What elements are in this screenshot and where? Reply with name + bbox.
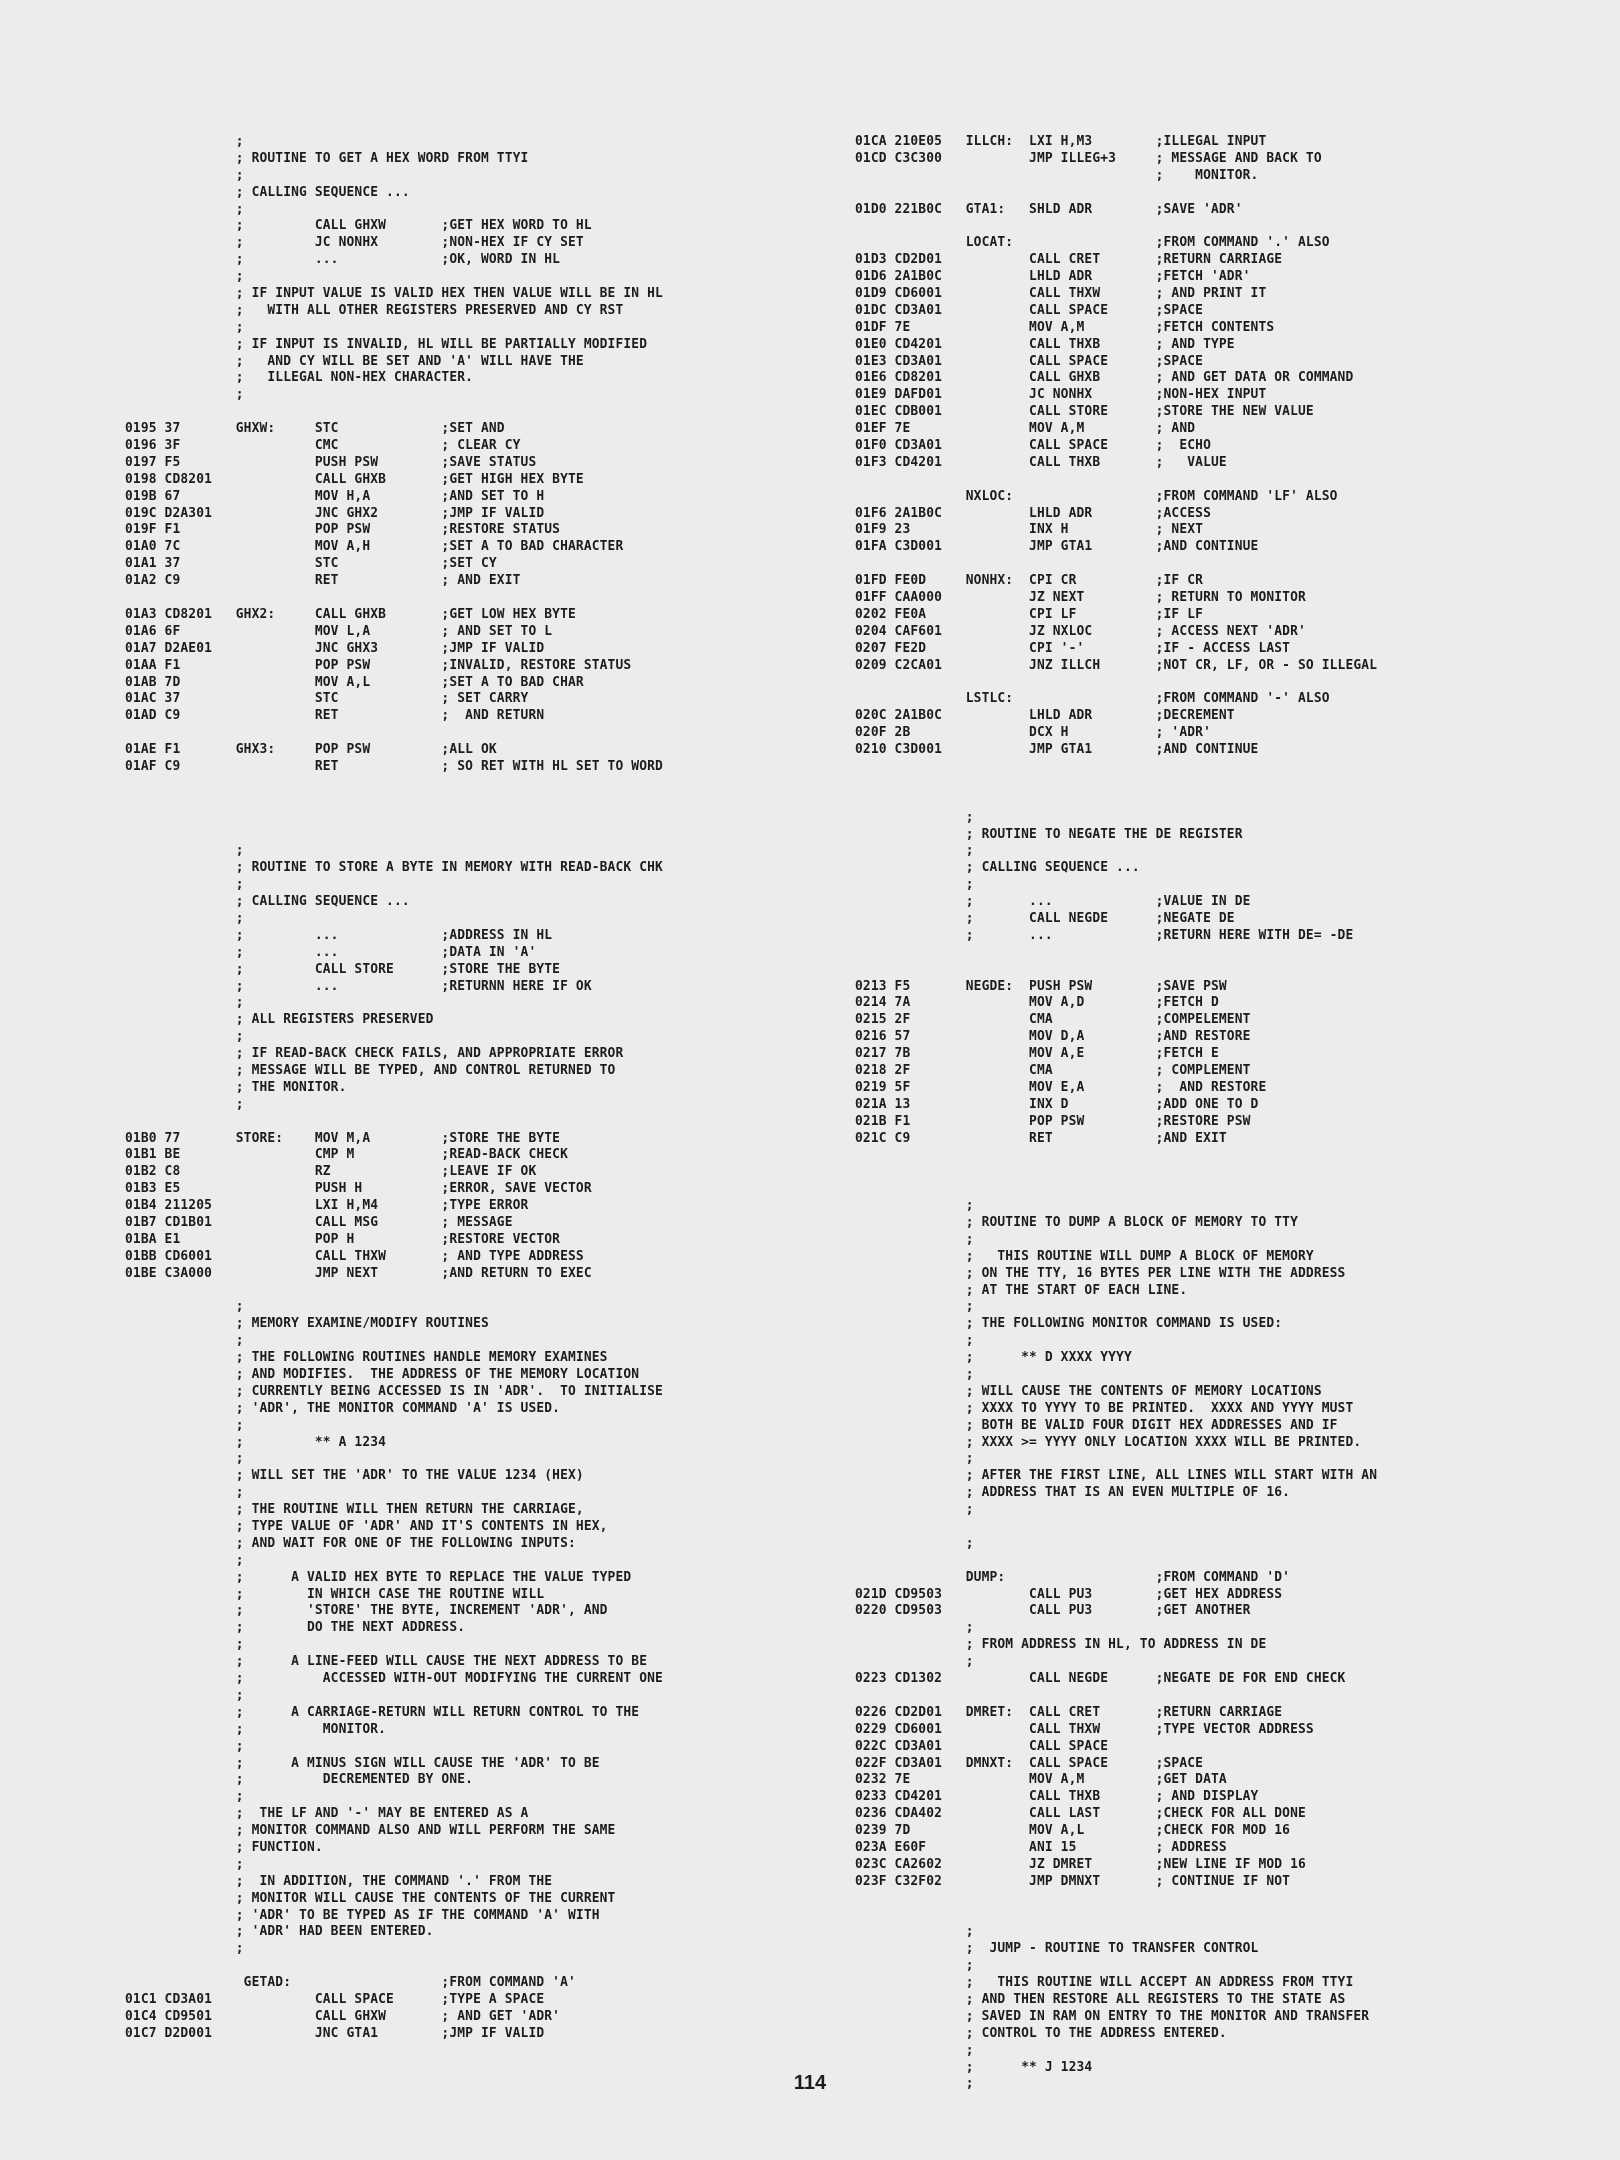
listing-line: 022F CD3A01 DMNXT: CALL SPACE ;SPACE [855,1755,1204,1771]
listing-line: 0202 FE0A CPI LF ;IF LF [855,606,1204,622]
listing-line: ; ** J 1234 [855,2059,1093,2075]
listing-line [125,404,663,421]
listing-line: 01E9 DAFD01 JC NONHX ;NON-HEX INPUT [855,387,1267,403]
listing-line: 01DF 7E MOV A,M ;FETCH CONTENTS [855,319,1275,335]
listing-line: 0195 37 GHXW: STC ;SET AND [125,421,505,437]
listing-line: ; IF INPUT IS INVALID, HL WILL BE PARTIALLY MODIFIED [125,336,648,352]
listing-line: ; THIS ROUTINE WILL ACCEPT AN ADDRESS FROM TTYI [855,1975,1354,1991]
listing-line: ; DO THE NEXT ADDRESS. [125,1620,466,1636]
listing-line: ; [855,809,974,825]
listing-line: 01AA F1 POP PSW ;INVALID, RESTORE STATUS [125,657,632,673]
listing-column-left [125,134,663,2043]
page-number: 114 [793,2072,827,2094]
listing-line: ; [855,1620,974,1636]
listing-line: ; FROM ADDRESS IN HL, TO ADDRESS IN DE [855,1637,1267,1653]
listing-line: LOCAT: ;FROM COMMAND '.' ALSO [855,235,1330,251]
listing-line: ; CALLING SEQUENCE ... [125,894,410,910]
listing-line: 01BE C3A000 JMP NEXT ;AND RETURN TO EXEC [125,1265,592,1281]
listing-line: 0229 CD6001 CALL THXW ;TYPE VECTOR ADDRESS [855,1721,1314,1737]
listing-line: ; SAVED IN RAM ON ENTRY TO THE MONITOR AND TRANSFER [855,2008,1370,2024]
listing-line: ; [125,843,244,859]
listing-line: 021A 13 INX D ;ADD ONE TO D [855,1096,1259,1112]
listing-line: ; 'ADR' HAD BEEN ENTERED. [125,1924,434,1940]
listing-line: ; [125,995,244,1011]
listing-line: ; AND WAIT FOR ONE OF THE FOLLOWING INPUTS: [125,1535,576,1551]
listing-line: ; [855,1502,974,1518]
listing-line: 0223 CD1302 CALL NEGDE ;NEGATE DE FOR END CHECK [855,1671,1346,1687]
listing-line: ; DECREMENTED BY ONE. [125,1772,474,1788]
listing-line: ; AND MODIFIES. THE ADDRESS OF THE MEMORY LOCATION [125,1367,640,1383]
listing-line: 01AB 7D MOV A,L ;SET A TO BAD CHAR [125,674,584,690]
listing-line: ; [855,1535,974,1551]
listing-line: 01FA C3D001 JMP GTA1 ;AND CONTINUE [855,539,1259,555]
listing-line: 023F C32F02 JMP DMNXT ; CONTINUE IF NOT [855,1873,1291,1889]
listing-line: ; [125,1637,244,1653]
listing-line: ; ... ;RETURN HERE WITH DE= -DE [855,927,1354,943]
listing-line: ; [125,1029,244,1045]
listing-line [125,810,663,827]
listing-line: 01F0 CD3A01 CALL SPACE ; ECHO [855,438,1211,454]
listing-line: 0236 CDA402 CALL LAST ;CHECK FOR ALL DONE [855,1806,1306,1822]
listing-line: ; [125,387,244,403]
listing-line: 01F3 CD4201 CALL THXB ; VALUE [855,454,1227,470]
listing-line: ; [125,1856,244,1872]
listing-line: ; [855,1958,974,1974]
listing-line: ; [125,319,244,335]
listing-line: ; FUNCTION. [125,1839,323,1855]
listing-line: ; THIS ROUTINE WILL DUMP A BLOCK OF MEMORY [855,1248,1314,1264]
listing-line: ; IF READ-BACK CHECK FAILS, AND APPROPRIATE ERROR [125,1046,624,1062]
listing-line: ; [125,1941,244,1957]
listing-line: ; A LINE-FEED WILL CAUSE THE NEXT ADDRESS TO BE [125,1654,648,1670]
listing-line [855,962,1377,979]
listing-line: 01A6 6F MOV L,A ; AND SET TO L [125,623,553,639]
listing-line: ; [125,1299,244,1315]
listing-line: ; IN ADDITION, THE COMMAND '.' FROM THE [125,1873,553,1889]
listing-line: 0232 7E MOV A,M ;GET DATA [855,1772,1227,1788]
listing-line: 01A2 C9 RET ; AND EXIT [125,573,521,589]
listing-line [125,725,663,742]
listing-line: 020F 2B DCX H ; 'ADR' [855,725,1211,741]
listing-line: ; [125,201,244,217]
listing-line: 01D0 221B0C GTA1: SHLD ADR ;SAVE 'ADR' [855,201,1243,217]
listing-line: 019B 67 MOV H,A ;AND SET TO H [125,488,545,504]
listing-line: ; THE LF AND '-' MAY BE ENTERED AS A [125,1806,529,1822]
listing-line: 019C D2A301 JNC GHX2 ;JMP IF VALID [125,505,545,521]
listing-line: ; A VALID HEX BYTE TO REPLACE THE VALUE TYPED [125,1569,632,1585]
listing-line: ; TYPE VALUE OF 'ADR' AND IT'S CONTENTS IN HEX, [125,1519,608,1535]
listing-line: ; WITH ALL OTHER REGISTERS PRESERVED AND CY RST [125,302,624,318]
listing-line: 01D6 2A1B0C LHLD ADR ;FETCH 'ADR' [855,269,1251,285]
listing-line: LSTLC: ;FROM COMMAND '-' ALSO [855,691,1330,707]
listing-line: ; [855,843,974,859]
listing-line: 01E6 CD8201 CALL GHXB ; AND GET DATA OR COMMAND [855,370,1354,386]
listing-line: ; WILL SET THE 'ADR' TO THE VALUE 1234 (HEX) [125,1468,584,1484]
listing-line: 01AE F1 GHX3: POP PSW ;ALL OK [125,742,497,758]
listing-line: ; MESSAGE WILL BE TYPED, AND CONTROL RETURNED TO [125,1062,616,1078]
listing-line: ; [855,1924,974,1940]
listing-line: ; ROUTINE TO NEGATE THE DE REGISTER [855,826,1243,842]
listing-line: 01CD C3C300 JMP ILLEG+3 ; MESSAGE AND BACK TO [855,150,1322,166]
listing-line: 01A7 D2AE01 JNC GHX3 ;JMP IF VALID [125,640,545,656]
listing-line [125,1283,663,1300]
listing-line: ; ON THE TTY, 16 BYTES PER LINE WITH THE ADDRESS [855,1265,1346,1281]
listing-line: 01AC 37 STC ; SET CARRY [125,691,529,707]
listing-line [125,590,663,607]
listing-line: 0214 7A MOV A,D ;FETCH D [855,995,1219,1011]
listing-line [855,1164,1377,1181]
listing-line: 0197 F5 PUSH PSW ;SAVE STATUS [125,454,537,470]
listing-line: ; AND THEN RESTORE ALL REGISTERS TO THE STATE AS [855,1991,1346,2007]
listing-line: ; THE ROUTINE WILL THEN RETURN THE CARRIAGE, [125,1502,584,1518]
listing-line: GETAD: ;FROM COMMAND 'A' [125,1975,576,1991]
listing-line: 0204 CAF601 JZ NXLOC ; ACCESS NEXT 'ADR' [855,623,1306,639]
listing-line: 01FF CAA000 JZ NEXT ; RETURN TO MONITOR [855,590,1306,606]
listing-line: 0209 C2CA01 JNZ ILLCH ;NOT CR, LF, OR - SO ILLEGAL [855,657,1378,673]
listing-line: ; ILLEGAL NON-HEX CHARACTER. [125,370,474,386]
listing-line [125,1114,663,1131]
listing-line: 0219 5F MOV E,A ; AND RESTORE [855,1079,1267,1095]
listing-line: ; [855,1231,974,1247]
listing-line: ; [125,1687,244,1703]
listing-line [855,1891,1377,1908]
listing-line: 01C4 CD9501 CALL GHXW ; AND GET 'ADR' [125,2008,561,2024]
listing-line [855,776,1377,793]
listing-line [855,945,1377,962]
listing-line: ; ROUTINE TO GET A HEX WORD FROM TTYI [125,150,529,166]
listing-line: 022C CD3A01 CALL SPACE [855,1738,1109,1754]
listing-line: ; IF INPUT VALUE IS VALID HEX THEN VALUE WILL BE IN HL [125,286,663,302]
listing-line: ; MONITOR. [855,167,1259,183]
listing-line: 01D3 CD2D01 CALL CRET ;RETURN CARRIAGE [855,252,1283,268]
listing-line [855,675,1377,692]
listing-line: 01F6 2A1B0C LHLD ADR ;ACCESS [855,505,1211,521]
listing-line [855,1519,1377,1536]
listing-line: 0213 F5 NEGDE: PUSH PSW ;SAVE PSW [855,978,1227,994]
listing-line: ; [855,877,974,893]
listing-line: ; CALLING SEQUENCE ... [125,184,410,200]
listing-line: 01C1 CD3A01 CALL SPACE ;TYPE A SPACE [125,1991,545,2007]
listing-line: ; CALL NEGDE ;NEGATE DE [855,910,1235,926]
listing-line: ; ROUTINE TO DUMP A BLOCK OF MEMORY TO TTY [855,1215,1299,1230]
listing-line: ; CONTROL TO THE ADDRESS ENTERED. [855,2025,1227,2041]
listing-line: ; [125,1451,244,1467]
listing-line: 021C C9 RET ;AND EXIT [855,1130,1227,1146]
listing-line: 0218 2F CMA ; COMPLEMENT [855,1062,1251,1078]
listing-line: ; CALLING SEQUENCE ... [855,860,1140,876]
listing-line: ; MONITOR COMMAND ALSO AND WILL PERFORM THE SAME [125,1823,616,1839]
listing-line: ; [125,269,244,285]
listing-line: 019F F1 POP PSW ;RESTORE STATUS [125,522,561,538]
listing-line: ; CALL STORE ;STORE THE BYTE [125,961,561,977]
listing-line: ; [125,1096,244,1112]
listing-line: NXLOC: ;FROM COMMAND 'LF' ALSO [855,488,1338,504]
listing-line: ; ... ;OK, WORD IN HL [125,252,561,268]
listing-line: 01E0 CD4201 CALL THXB ; AND TYPE [855,336,1235,352]
listing-line: 0215 2F CMA ;COMPELEMENT [855,1012,1251,1028]
listing-line: ; ... ;RETURNN HERE IF OK [125,978,592,994]
listing-line: ; AND CY WILL BE SET AND 'A' WILL HAVE THE [125,353,584,369]
listing-line: ; [855,1333,974,1349]
listing-line: 01AF C9 RET ; SO RET WITH HL SET TO WORD [125,758,663,774]
listing-line: 01AD C9 RET ; AND RETURN [125,708,545,724]
listing-line: ; IN WHICH CASE THE ROUTINE WILL [125,1586,545,1602]
listing-line: 01B1 BE CMP M ;READ-BACK CHECK [125,1147,569,1163]
listing-line: ; MONITOR WILL CAUSE THE CONTENTS OF THE CURRENT [125,1890,616,1906]
listing-line: ; CURRENTLY BEING ACCESSED IS IN 'ADR'. TO INITIALISE [125,1383,663,1399]
listing-line: ; [125,1485,244,1501]
listing-line [125,827,663,844]
listing-line: ; MEMORY EXAMINE/MODIFY ROUTINES [125,1316,489,1332]
listing-line: 01FD FE0D NONHX: CPI CR ;IF CR [855,573,1204,589]
listing-line [855,556,1377,573]
listing-line: 01B2 C8 RZ ;LEAVE IF OK [125,1164,537,1180]
listing-line: 01A3 CD8201 GHX2: CALL GHXB ;GET LOW HEX BYTE [125,606,576,622]
listing-line: ; A MINUS SIGN WILL CAUSE THE 'ADR' TO BE [125,1755,600,1771]
listing-line [855,1553,1377,1570]
listing-line [855,1688,1377,1705]
listing-line: ; ** A 1234 [125,1434,387,1450]
listing-line: ; ... ;VALUE IN DE [855,894,1251,910]
listing-line [855,1908,1377,1925]
listing-line: 021B F1 POP PSW ;RESTORE PSW [855,1113,1251,1129]
listing-line: ; ... ;DATA IN 'A' [125,944,537,960]
listing-line: 01BA E1 POP H ;RESTORE VECTOR [125,1231,561,1247]
listing-line: ; BOTH BE VALID FOUR DIGIT HEX ADDRESSES AND IF [855,1417,1338,1433]
listing-line: ; 'ADR', THE MONITOR COMMAND 'A' IS USED. [125,1400,561,1416]
listing-line: ; JUMP - ROUTINE TO TRANSFER CONTROL [855,1941,1259,1957]
listing-line [855,1181,1377,1198]
listing-line: ; MONITOR. [125,1721,387,1737]
listing-column-right [855,134,1377,2093]
listing-line [125,776,663,793]
listing-line: 0220 CD9503 CALL PU3 ;GET ANOTHER [855,1603,1251,1619]
listing-line: 01EC CDB001 CALL STORE ;STORE THE NEW VALUE [855,404,1314,420]
listing-line: ; [855,2042,974,2058]
listing-line [125,1958,663,1975]
listing-line: ; [125,1738,244,1754]
listing-line: ; [855,2076,974,2092]
listing-line: ; THE FOLLOWING ROUTINES HANDLE MEMORY EXAMINES [125,1350,608,1366]
listing-line: ; [125,910,244,926]
listing-line: ; XXXX >= YYYY ONLY LOCATION XXXX WILL BE PRINTED. [855,1434,1362,1450]
listing-line: DUMP: ;FROM COMMAND 'D' [855,1569,1291,1585]
listing-line: ; ** D XXXX YYYY [855,1350,1132,1366]
listing-line: 01F9 23 INX H ; NEXT [855,522,1204,538]
listing-line: ; [855,1367,974,1383]
listing-line: 0217 7B MOV A,E ;FETCH E [855,1046,1219,1062]
listing-line: 01B0 77 STORE: MOV M,A ;STORE THE BYTE [125,1130,561,1146]
listing-line: ; [855,1299,974,1315]
listing-line: ; JC NONHX ;NON-HEX IF CY SET [125,235,584,251]
listing-line: 020C 2A1B0C LHLD ADR ;DECREMENT [855,708,1235,724]
listing-line: ; [125,167,244,183]
listing-line: ; XXXX TO YYYY TO BE PRINTED. XXXX AND YYYY MUST [855,1400,1354,1416]
listing-line: ; [125,1552,244,1568]
listing-line: ; CALL GHXW ;GET HEX WORD TO HL [125,218,592,234]
listing-line: 0207 FE2D CPI '-' ;IF - ACCESS LAST [855,640,1291,656]
listing-line: ; [125,1789,244,1805]
listing-line [855,185,1377,202]
listing-line: 0216 57 MOV D,A ;AND RESTORE [855,1029,1251,1045]
listing-line: ; WILL CAUSE THE CONTENTS OF MEMORY LOCATIONS [855,1383,1322,1399]
listing-line: ; [855,1451,974,1467]
listing-line: 0196 3F CMC ; CLEAR CY [125,438,521,454]
listing-line: ; [855,1654,974,1670]
listing-line: 01A1 37 STC ;SET CY [125,556,497,572]
listing-line: ; AFTER THE FIRST LINE, ALL LINES WILL START WITH AN [855,1468,1378,1484]
listing-line: 01E3 CD3A01 CALL SPACE ;SPACE [855,353,1204,369]
listing-line: ; ALL REGISTERS PRESERVED [125,1012,434,1028]
listing-line [855,793,1377,810]
listing-line: ; THE FOLLOWING MONITOR COMMAND IS USED: [855,1316,1283,1332]
listing-line: ; 'ADR' TO BE TYPED AS IF THE COMMAND 'A' WITH [125,1907,600,1923]
listing-line [125,793,663,810]
listing-line: ; ADDRESS THAT IS AN EVEN MULTIPLE OF 16. [855,1485,1291,1501]
listing-line: 01A0 7C MOV A,H ;SET A TO BAD CHARACTER [125,539,624,555]
listing-line: ; ROUTINE TO STORE A BYTE IN MEMORY WITH READ-BACK CHK [125,860,663,876]
listing-line: ; AT THE START OF EACH LINE. [855,1282,1188,1298]
listing-line: 01B3 E5 PUSH H ;ERROR, SAVE VECTOR [125,1181,592,1197]
listing-line: 01D9 CD6001 CALL THXW ; AND PRINT IT [855,286,1267,302]
listing-line: 0239 7D MOV A,L ;CHECK FOR MOD 16 [855,1823,1291,1839]
listing-line [855,1147,1377,1164]
listing-line [855,218,1377,235]
listing-line: 01CA 210E05 ILLCH: LXI H,M3 ;ILLEGAL INPUT [855,134,1267,149]
listing-line: ; [125,134,244,149]
listing-line: ; THE MONITOR. [125,1079,347,1095]
listing-line [855,759,1377,776]
listing-line: ; [125,1417,244,1433]
listing-line: 021D CD9503 CALL PU3 ;GET HEX ADDRESS [855,1586,1283,1602]
listing-line: 0198 CD8201 CALL GHXB ;GET HIGH HEX BYTE [125,471,584,487]
listing-line: ; [125,1333,244,1349]
listing-line: 01B7 CD1B01 CALL MSG ; MESSAGE [125,1215,513,1230]
listing-line: ; A CARRIAGE-RETURN WILL RETURN CONTROL TO THE [125,1704,640,1720]
listing-line: 023A E60F ANI 15 ; ADDRESS [855,1839,1227,1855]
listing-line [855,472,1377,489]
listing-line: ; [125,877,244,893]
listing-line: 01EF 7E MOV A,M ; AND [855,421,1196,437]
listing-line: ; ACCESSED WITH-OUT MODIFYING THE CURRENT ONE [125,1671,663,1687]
listing-line: 01C7 D2D001 JNC GTA1 ;JMP IF VALID [125,2025,545,2041]
listing-line: ; [855,1198,974,1214]
listing-line: 0210 C3D001 JMP GTA1 ;AND CONTINUE [855,742,1259,758]
listing-line: 0233 CD4201 CALL THXB ; AND DISPLAY [855,1789,1259,1805]
listing-line: 023C CA2602 JZ DMRET ;NEW LINE IF MOD 16 [855,1856,1306,1872]
listing-line: ; ... ;ADDRESS IN HL [125,927,553,943]
listing-line: 01BB CD6001 CALL THXW ; AND TYPE ADDRESS [125,1248,584,1264]
listing-line: ; 'STORE' THE BYTE, INCREMENT 'ADR', AND [125,1603,608,1619]
listing-line: 01B4 211205 LXI H,M4 ;TYPE ERROR [125,1198,529,1214]
listing-line: 01DC CD3A01 CALL SPACE ;SPACE [855,302,1204,318]
listing-line: 0226 CD2D01 DMRET: CALL CRET ;RETURN CARRIAGE [855,1704,1283,1720]
